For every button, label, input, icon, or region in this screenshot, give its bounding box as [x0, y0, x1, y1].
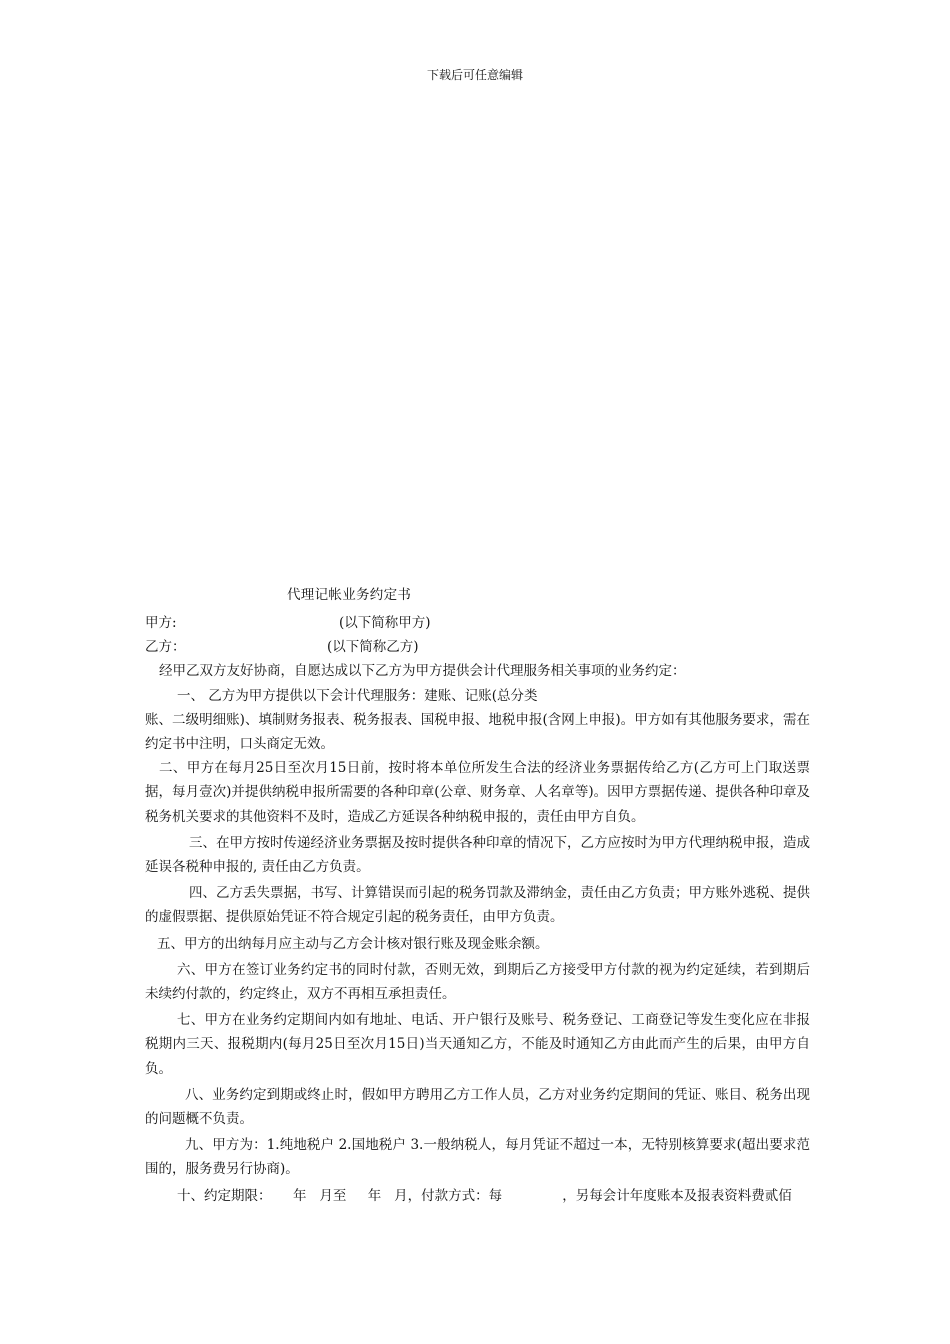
party-b-label: 乙方： — [145, 639, 186, 656]
clause-6: 六、甲方在签订业务约定书的同时付款，否则无效，到期后乙方接受甲方付款的视为约定延续，若到期后未续约付款的，约定终止，双方不再相互承担责任。 — [145, 961, 810, 1003]
clause-10: 十、约定期限： 年 月至 年 月，付款方式：每 ，另每会计年度账本及报表资料费贰佰 — [177, 1187, 792, 1204]
document-title: 代理记帐业务约定书 — [287, 587, 412, 603]
header-note: 下载后可任意编辑 — [426, 68, 523, 82]
clause-7: 七、甲方在业务约定期间内如有地址、电话、开户银行及账号、税务登记、工商登记等发生变化应在非报税期内三天、报税期内(每月25日至次月15日)当天通知乙方，不能及时通知乙方由此而产生的后果，由甲方自负。 — [145, 1012, 810, 1077]
party-b-note: (以下简称乙方) — [327, 639, 419, 656]
clause-3: 三、在甲方按时传递经济业务票据及按时提供各种印章的情况下，乙方应按时为甲方代理纳税申报，造成延误各税种申报的, 责任由乙方负责。 — [145, 834, 810, 875]
clause-9: 九、甲方为：1.纯地税户 2.国地税户 3.一般纳税人，每月凭证不超过一本，无特别核算要求(超出要求范围的，服务费另行协商)。 — [145, 1137, 810, 1178]
clause-1-first-line: 一、 乙方为甲方提供以下会计代理服务：建账、记账(总分类 — [177, 687, 538, 704]
party-a-line — [145, 611, 810, 635]
clause-1-rest: 账、二级明细账)、填制财务报表、税务报表、国税申报、地税申报(含网上申报)。甲方如有其他服务要求，需在约定书中注明，口头商定无效。 — [145, 711, 810, 752]
intro-paragraph: 经甲乙双方友好协商，自愿达成以下乙方为甲方提供会计代理服务相关事项的业务约定： — [159, 663, 686, 680]
clause-5: 五、甲方的出纳每月应主动与乙方会计核对银行账及现金账余额。 — [157, 935, 549, 952]
party-a-label: 甲方: — [145, 615, 177, 631]
clause-8: 八、业务约定到期或终止时，假如甲方聘用乙方工作人员，乙方对业务约定期间的凭证、账目、税务出现的问题概不负责。 — [145, 1086, 810, 1128]
party-b-line — [145, 635, 810, 659]
clause-2: 二、甲方在每月25日至次月15日前，按时将本单位所发生合法的经济业务票据传给乙方(乙方可上门取送票据，每月壹次)并提供纳税申报所需要的各种印章(公章、财务章、人名章等)。因甲方票据传递、提供各种印章及税务机关要求的其他资料不及时，造成乙方延误各种纳税申报的，责任由甲方自负。 — [145, 760, 810, 825]
document-body — [145, 611, 810, 1208]
party-a-note: (以下简称甲方) — [339, 615, 431, 631]
clause-4: 四、乙方丢失票据，书写、计算错误而引起的税务罚款及滞纳金，责任由乙方负责；甲方账外逃税、提供的虚假票据、提供原始凭证不符合规定引起的税务责任，由甲方负责。 — [145, 885, 810, 926]
